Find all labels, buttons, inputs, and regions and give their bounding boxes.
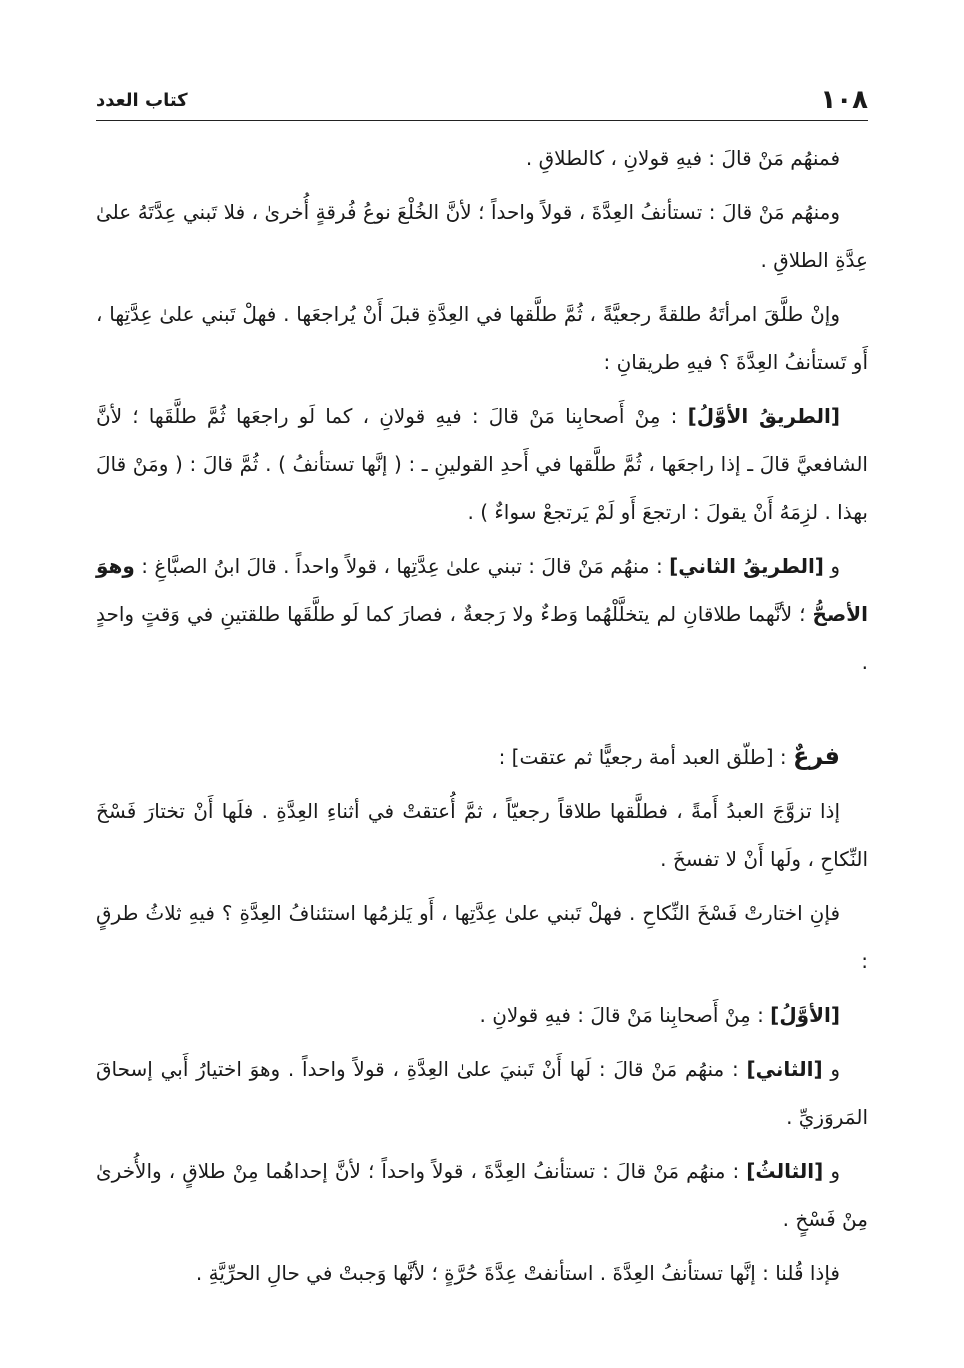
paragraph-2: ومنهُم مَنْ قالَ : تستأنفُ العِدَّةَ ، قولاً واحداً ؛ لأنَّ الخُلْعَ نوعُ فُرقةٍ أُخرىٰ ، فلا تَبني عِدَّتَهُ علىٰ عِدَّةِ الطلاقِ . <box>96 200 868 272</box>
paragraph-7: إذا تزوَّجَ العبدُ أَمةً ، فطلَّقها طلاقاً رجعيّاً ، ثمَّ أُعتقتْ في أثناءِ العِدَّةِ . فلَها أَنْ تختارَ فَسْخَ النِّكاحِ ، ولَها أَنْ لا تفسخَ . <box>96 799 868 871</box>
second-path-emphasis: وهوَ الأصحُّ <box>96 554 868 626</box>
paragraph-second-way <box>96 1045 868 1141</box>
first-way-text: : مِنْ أَصحابِنا مَنْ قالَ : فيهِ قولانِ . <box>479 1003 771 1027</box>
book-title: كتاب العدد <box>96 89 188 111</box>
page-number: ١٠٨ <box>820 85 868 115</box>
first-path-text: : مِنْ أَصحابِنا مَنْ قالَ : فيهِ قولانِ ، كما لَو راجعَها ثُمَّ طلَّقَها ؛ لأنَّ الشافعيَّ قالَ ـ إذا راجعَها ، ثُمَّ طلَّقها في أَحدِ القولينِ ـ : ( إنَّها تستأنفُ ) . ثُمَّ قالَ : ( ومَنْ قالَ بهذا . لزِمَهُ أَنْ يقولَ : ارتجعَ أَو لَمْ يَرتجعْ سواءٌ ) . <box>96 404 868 524</box>
second-path-text-a: : منهُم مَنْ قالَ : تبني علىٰ عِدَّتِها ، قولاً واحداً . قالَ ابنُ الصبَّاغِ : <box>134 554 670 578</box>
branch-word: فرعٌ <box>792 742 840 770</box>
branch-title: : [طلّق العبد أمة رجعيًّا ثم عتقت] : <box>498 745 793 769</box>
paragraph-first-way <box>96 991 868 1039</box>
second-way-label: [الثاني] <box>746 1057 823 1081</box>
paragraph-first-path <box>96 392 868 536</box>
second-way-prefix: و <box>822 1057 841 1081</box>
first-way-label: [الأوَّلُ] <box>770 1003 840 1027</box>
running-header <box>96 84 868 116</box>
paragraph-third-way <box>96 1147 868 1243</box>
paragraph-3: وإنْ طلَّقَ امرأتَهُ طلقةً رجعيَّةً ، ثُمَّ طلَّقها في العِدَّةِ قبلَ أَنْ يُراجعَها . فهلْ تَبني علىٰ عِدَّتِها ، أَو تَستأنفُ العِدَّةَ ؟ فيهِ طريقانِ : <box>96 302 868 374</box>
paragraph-1: فمنهُم مَنْ قالَ : فيهِ قولانِ ، كالطلاقِ . <box>525 146 840 170</box>
book-page <box>96 0 868 1368</box>
page-body <box>96 134 868 1303</box>
second-path-text-b: ؛ لأنَّهما طلاقانِ لم يتخلَّلْهُما وَطءٌ ولا رَجعةٌ ، فصارَ كما لَو طلَّقَها طلقتينِ في وَقتٍ واحدٍ . <box>96 602 868 674</box>
second-way-text: : منهُم مَنْ قالَ : لَها أَنْ تَبنيَ علىٰ العِدَّةِ ، قولاً واحداً . وهوَ اختيارُ أَبي إسحاقَ المَروَزيِّ . <box>96 1057 868 1129</box>
second-path-prefix: و <box>823 554 840 578</box>
first-path-label: [الطريقُ الأوَّلُ] <box>687 404 840 428</box>
branch-heading <box>96 732 868 781</box>
third-way-prefix: و <box>823 1159 840 1183</box>
header-divider <box>96 120 868 121</box>
paragraph-12: فإذا قُلنا : إنَّها تستأنفُ العِدَّةَ . استأنفتْ عِدَّةَ حُرَّةٍ ؛ لأنَّها وَجبتْ في حالِ الحرِّيَّةِ . <box>195 1261 840 1285</box>
second-path-label: [الطريقُ الثاني] <box>669 554 824 578</box>
paragraph-second-path <box>96 542 868 686</box>
third-way-label: [الثالثُ] <box>746 1159 824 1183</box>
third-way-text: : منهُم مَنْ قالَ : تستأنفُ العِدَّةَ ، قولاً واحداً ؛ لأنَّ إحداهُما مِنْ طلاقٍ ، والأُخرىٰ مِنْ فَسْخٍ . <box>96 1159 868 1231</box>
paragraph-8: فإنِ اختارتْ فَسْخَ النِّكاحِ . فهلْ تَبني علىٰ عِدَّتِها ، أَو يَلزمُها استئنافُ العِدَّةِ ؟ فيهِ ثلاثُ طرقٍ : <box>96 901 868 973</box>
